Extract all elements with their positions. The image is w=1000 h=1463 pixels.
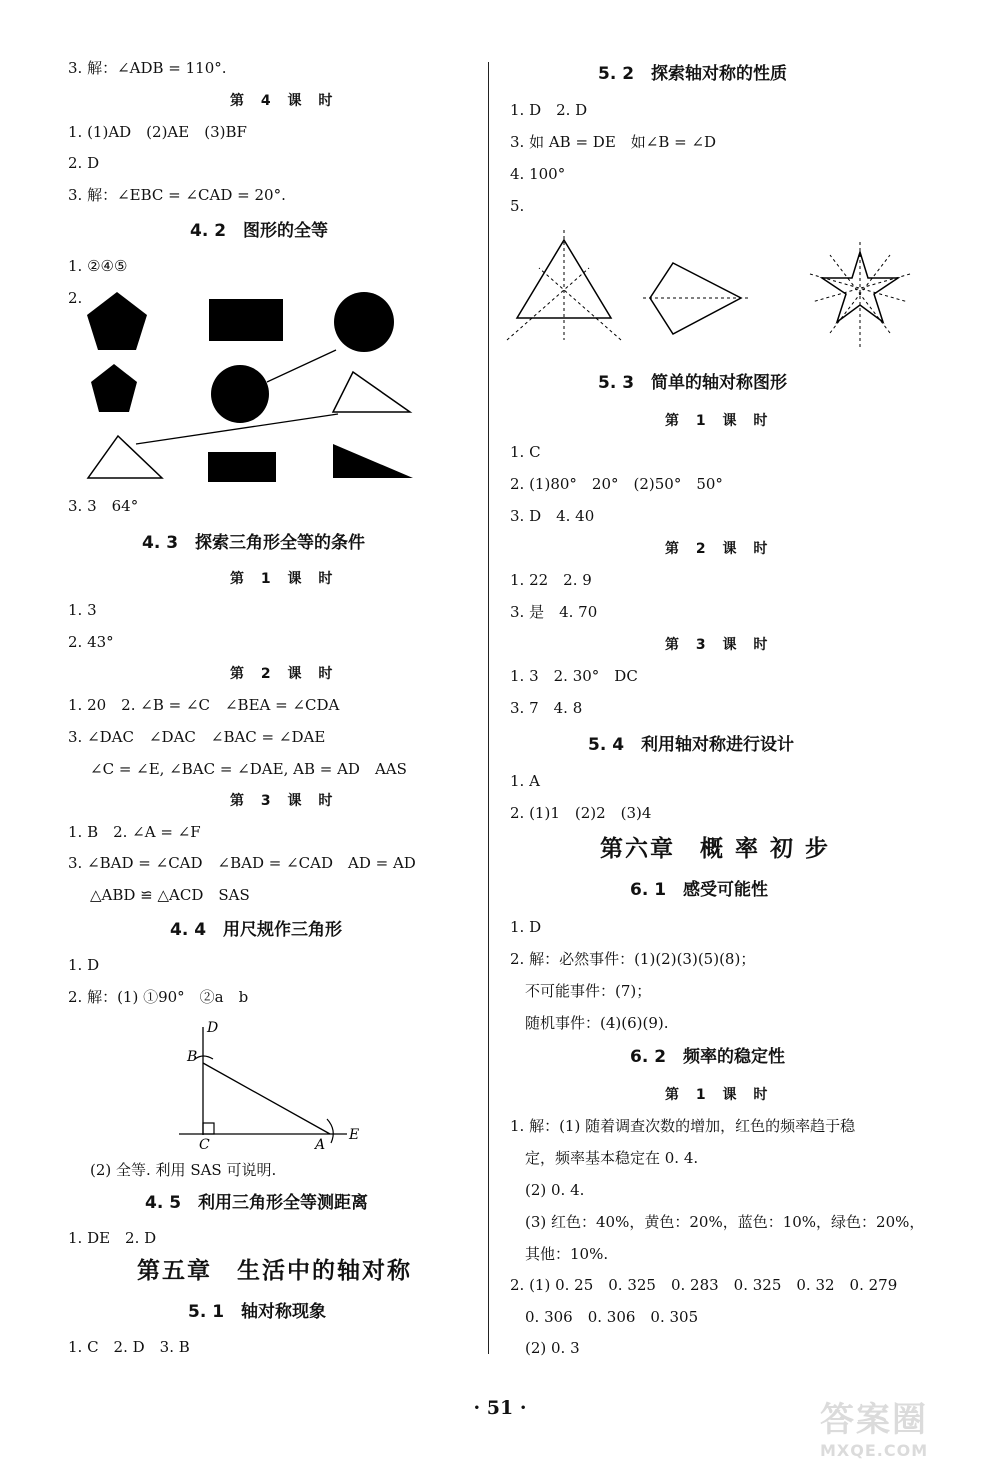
- section-heading: 5. 3 简单的轴对称图形: [598, 373, 788, 393]
- point-label: A: [315, 1137, 326, 1153]
- lesson-subheading: 第 1 课 时: [665, 1087, 774, 1103]
- answer-line: 1. 解：(1) 随着调查次数的增加，红色的频率趋于稳: [510, 1117, 856, 1135]
- section-heading: 4. 5 利用三角形全等测距离: [145, 1193, 369, 1213]
- answer-line: 0. 306 0. 306 0. 305: [525, 1308, 699, 1326]
- lesson-subheading: 第 3 课 时: [665, 637, 774, 653]
- answer-line: 3. 解：∠ADB = 110°.: [68, 59, 227, 77]
- answer-line: 其他：10%.: [525, 1245, 609, 1263]
- point-label: E: [349, 1127, 360, 1143]
- section-heading: 5. 2 探索轴对称的性质: [598, 64, 788, 84]
- answer-line: 2. 解：必然事件：(1)(2)(3)(5)(8)；: [510, 950, 756, 968]
- section-heading: 4. 4 用尺规作三角形: [170, 920, 343, 940]
- watermark-text: 答案圈: [820, 1400, 928, 1440]
- section-heading: 5. 4 利用轴对称进行设计: [588, 735, 795, 755]
- answer-line: 3. 如 AB = DE 如∠B = ∠D: [510, 133, 717, 151]
- answer-line: (2) 全等. 利用 SAS 可说明.: [90, 1161, 277, 1179]
- point-label: B: [187, 1049, 198, 1065]
- page-number: · 51 ·: [473, 1397, 527, 1419]
- answer-line: 1. A: [510, 772, 540, 790]
- symmetry-axes-figure: [505, 230, 925, 360]
- answer-line: 3. 3 64°: [68, 497, 139, 515]
- watermark-url: MXQE.COM: [820, 1441, 929, 1460]
- answer-line: 1. 3: [68, 601, 97, 619]
- section-heading: 6. 1 感受可能性: [630, 880, 769, 900]
- answer-line: 2. (1)1 (2)2 (3)4: [510, 804, 652, 822]
- answer-line: 4. 100°: [510, 165, 566, 183]
- answer-line: (2) 0. 3: [525, 1339, 580, 1357]
- answer-line: 2.: [68, 289, 83, 307]
- answer-line: 1. (1)AD (2)AE (3)BF: [68, 123, 247, 141]
- lesson-subheading: 第 1 课 时: [665, 413, 774, 429]
- section-heading: 6. 2 频率的稳定性: [630, 1047, 786, 1067]
- answer-line: 3. 是 4. 70: [510, 603, 598, 621]
- answer-line: 2. (1) 0. 25 0. 325 0. 283 0. 325 0. 32 0. 279: [510, 1276, 898, 1294]
- chapter-heading: 第五章 生活中的轴对称: [137, 1257, 412, 1284]
- answer-line: △ABD ≌ △ACD SAS: [90, 886, 250, 904]
- answer-line: 1. 3 2. 30° DC: [510, 667, 638, 685]
- answer-line: (2) 0. 4.: [525, 1181, 585, 1199]
- answer-line: 1. D: [68, 956, 100, 974]
- answer-line: 1. B 2. ∠A = ∠F: [68, 823, 201, 841]
- answer-line: 5.: [510, 197, 525, 215]
- answer-line: 2. 解：(1) ①90° ②a b: [68, 988, 249, 1006]
- answer-line: 1. C: [510, 443, 541, 461]
- answer-line: 1. C 2. D 3. B: [68, 1338, 190, 1356]
- triangle-construction-figure: [175, 1015, 375, 1155]
- answer-line: 3. 7 4. 8: [510, 699, 583, 717]
- answer-line: 1. DE 2. D: [68, 1229, 157, 1247]
- lesson-subheading: 第 2 课 时: [665, 541, 774, 557]
- answer-line: 3. ∠DAC ∠DAC ∠BAC = ∠DAE: [68, 728, 326, 746]
- answer-line: 1. D 2. D: [510, 101, 588, 119]
- answer-line: 定，频率基本稳定在 0. 4.: [525, 1149, 699, 1167]
- column-divider: [488, 62, 489, 1354]
- answer-line: 1. ②④⑤: [68, 257, 128, 275]
- answer-line: 3. ∠BAD = ∠CAD ∠BAD = ∠CAD AD = AD: [68, 854, 416, 872]
- chapter-heading: 第六章 概 率 初 步: [600, 835, 831, 862]
- watermark-logo: [820, 1392, 990, 1460]
- answer-line: 2. D: [68, 154, 100, 172]
- lesson-subheading: 第 3 课 时: [230, 793, 339, 809]
- answer-line: 1. 20 2. ∠B = ∠C ∠BEA = ∠CDA: [68, 696, 340, 714]
- section-heading: 5. 1 轴对称现象: [188, 1302, 327, 1322]
- answer-line: (3) 红色：40%，黄色：20%，蓝色：10%，绿色：20%，: [525, 1213, 925, 1231]
- answer-line: 3. D 4. 40: [510, 507, 595, 525]
- answer-line: 3. 解：∠EBC = ∠CAD = 20°.: [68, 186, 286, 204]
- section-heading: 4. 2 图形的全等: [190, 221, 329, 241]
- answer-line: 随机事件：(4)(6)(9).: [525, 1014, 669, 1032]
- answer-line: 不可能事件：(7)；: [525, 982, 652, 1000]
- answer-line: ∠C = ∠E, ∠BAC = ∠DAE, AB = AD AAS: [90, 760, 407, 778]
- lesson-subheading: 第 1 课 时: [230, 571, 339, 587]
- section-heading: 4. 3 探索三角形全等的条件: [142, 533, 366, 553]
- answer-line: 1. 22 2. 9: [510, 571, 592, 589]
- answer-line: 1. D: [510, 918, 542, 936]
- lesson-subheading: 第 2 课 时: [230, 666, 339, 682]
- point-label: C: [199, 1137, 210, 1153]
- point-label: D: [207, 1020, 219, 1036]
- answer-line: 2. (1)80° 20° (2)50° 50°: [510, 475, 723, 493]
- congruent-shapes-figure: [80, 288, 430, 488]
- lesson-subheading: 第 4 课 时: [230, 93, 339, 109]
- answer-line: 2. 43°: [68, 633, 114, 651]
